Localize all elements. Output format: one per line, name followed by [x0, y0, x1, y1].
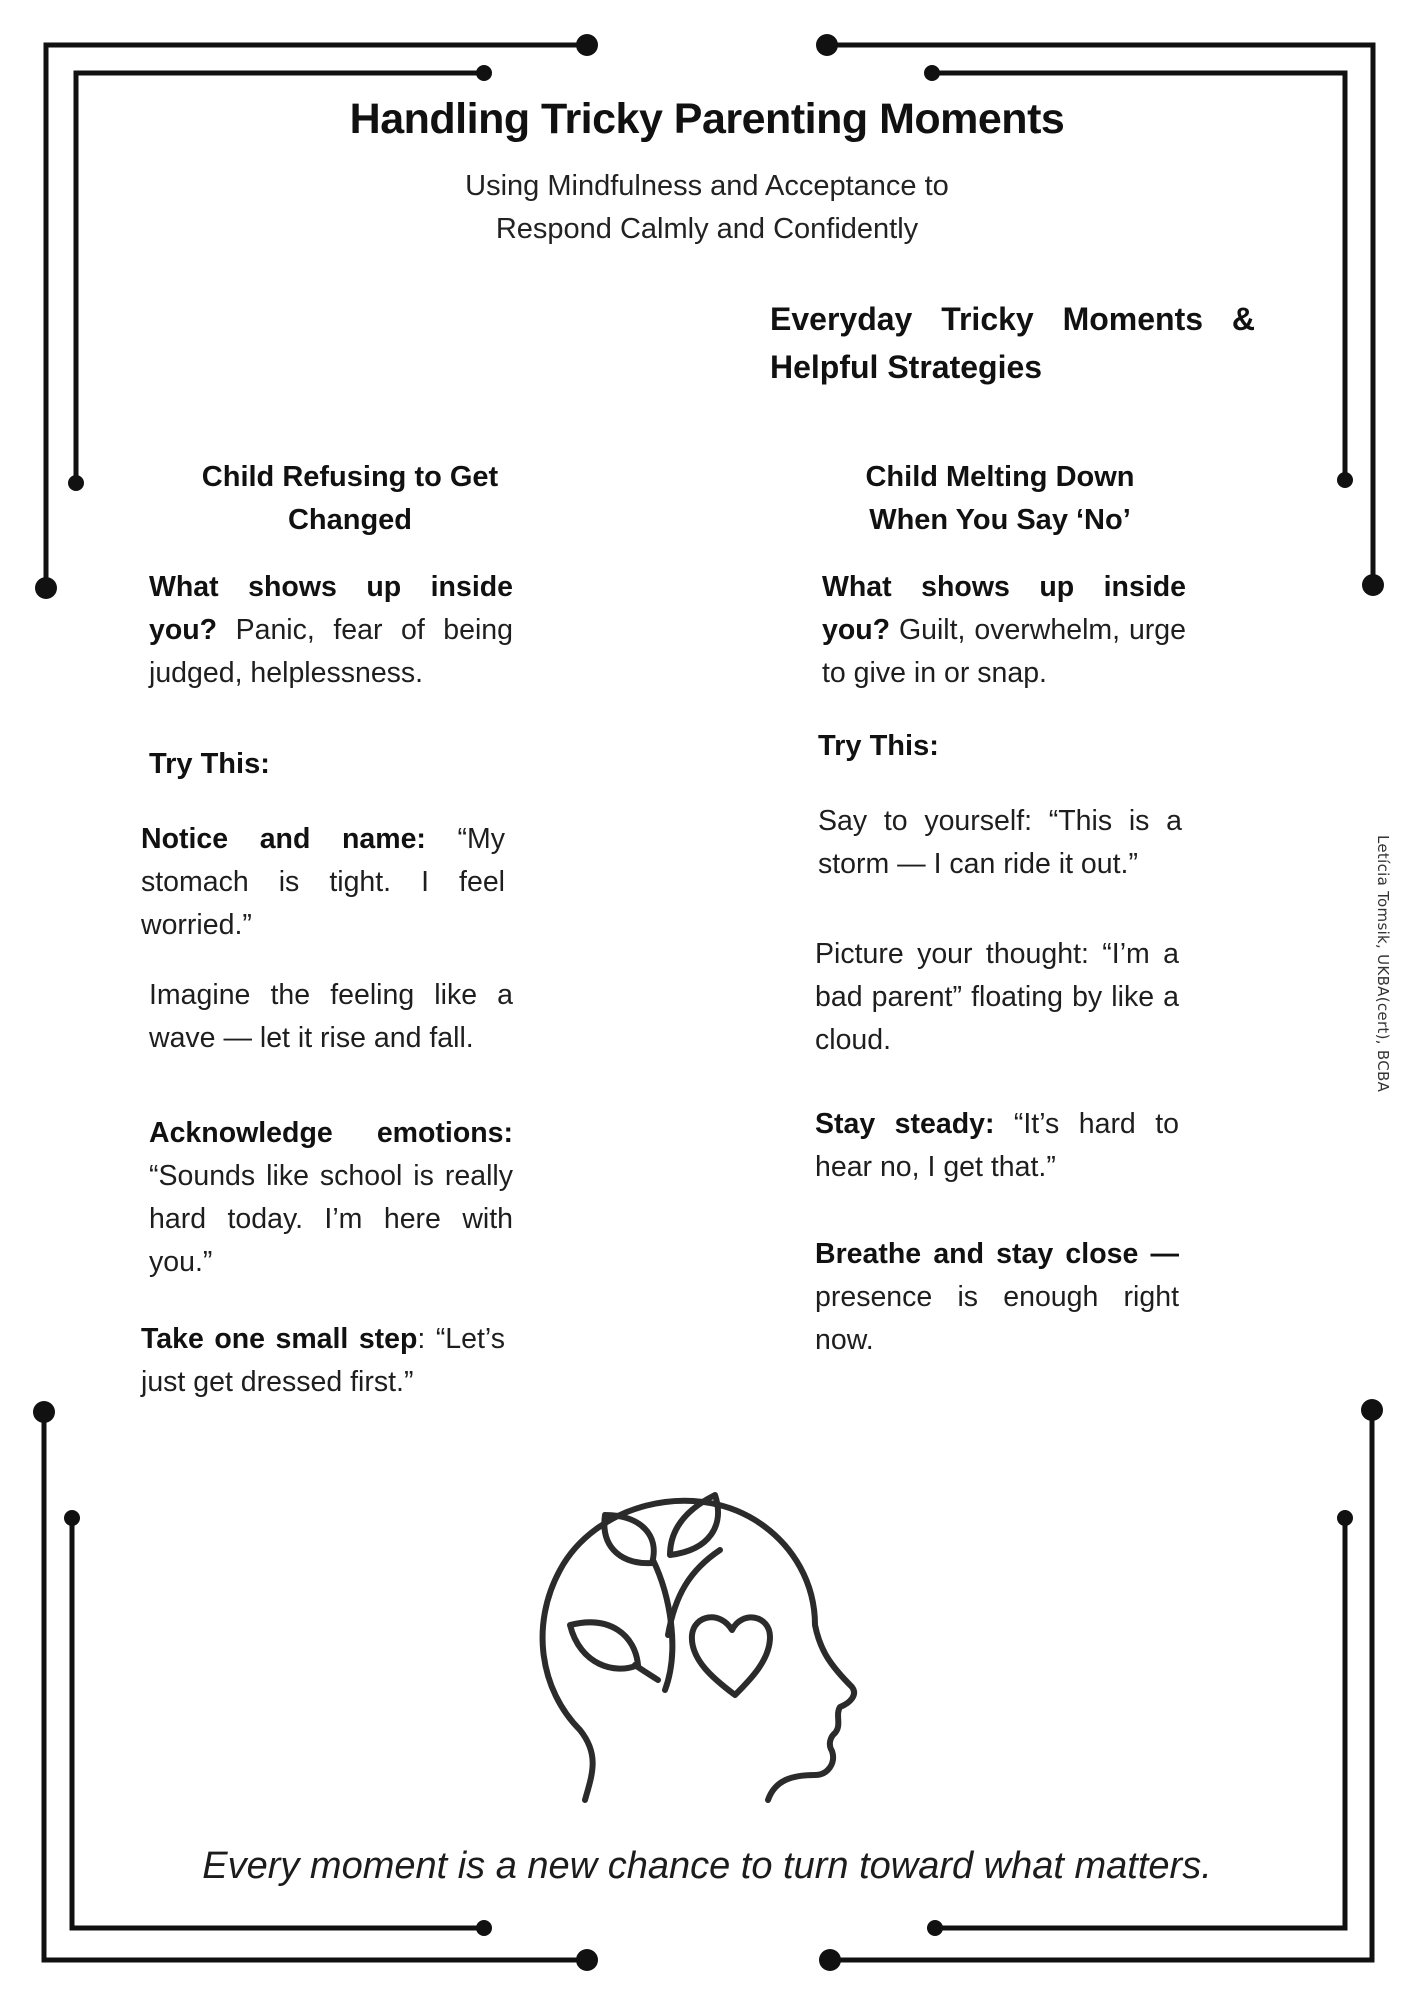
- right-say-paragraph: Say to yourself: “This is a storm — I can ride it out.”: [818, 805, 1182, 880]
- author-credit: [1368, 835, 1398, 1095]
- right-steady-text: “It’s hard to hear no, I get that.”: [815, 1108, 1179, 1183]
- left-acknowledge-text: “Sounds like school is really hard today. I’m here with you.”: [149, 1160, 513, 1278]
- left-acknowledge-label: Acknowledge emotions:: [149, 1117, 513, 1149]
- page-subtitle: [407, 165, 1007, 251]
- page-title: Handling Tricky Parenting Moments: [349, 95, 1065, 143]
- left-acknowledge-paragraph: [149, 1112, 513, 1284]
- right-breathe-text: presence is enough right now.: [815, 1281, 1179, 1356]
- right-inside-label: What shows up inside you?: [822, 571, 1186, 646]
- frame-node: [819, 1949, 841, 1971]
- frame-node: [476, 1920, 492, 1936]
- right-breathe-paragraph: [815, 1233, 1179, 1362]
- frame-node: [1337, 472, 1353, 488]
- frame-node: [927, 1920, 943, 1936]
- subtitle-line-1: Using Mindfulness and Acceptance to: [465, 170, 949, 202]
- frame-node: [476, 65, 492, 81]
- left-try-label: Try This:: [149, 748, 270, 780]
- left-step-paragraph: [141, 1318, 505, 1404]
- left-notice-paragraph: [141, 818, 505, 947]
- frame-node: [68, 475, 84, 491]
- frame-node: [33, 1401, 55, 1423]
- left-column-title: Child Refusing to Get Changed: [201, 461, 499, 536]
- footer-quote: Every moment is a new chance to turn toward what matters.: [202, 1845, 1212, 1887]
- mind-leaves-heart-icon: [530, 1475, 860, 1815]
- leaf-lower-left: [570, 1622, 638, 1668]
- frame-node: [816, 34, 838, 56]
- frame-node: [1362, 574, 1384, 596]
- author-credit-text: Letícia Tomsik, UKBA(cert), BCBA: [1374, 835, 1392, 1093]
- right-picture-paragraph: Picture your thought: “I’m a bad parent” floating by like a cloud.: [815, 938, 1179, 1056]
- heart: [692, 1617, 770, 1695]
- frame-node: [924, 65, 940, 81]
- left-inside-text: Panic, fear of being judged, helplessness.: [149, 614, 513, 689]
- plant-stem-branch: [668, 1550, 720, 1635]
- right-column-title: Child Melting Down When You Say ‘No’: [865, 461, 1135, 536]
- right-try-label: Try This:: [818, 730, 939, 762]
- right-breathe-label: Breathe and stay close —: [815, 1238, 1179, 1270]
- right-steady-paragraph: [815, 1103, 1179, 1189]
- left-notice-text: “My stomach is tight. I feel worried.”: [141, 823, 506, 941]
- frame-node: [35, 577, 57, 599]
- left-notice-label: Notice and name:: [141, 823, 426, 855]
- frame-node: [576, 1949, 598, 1971]
- left-step-label: Take one small step: [141, 1323, 418, 1355]
- section-heading: Everyday Tricky Moments & Helpful Strategies: [770, 301, 1255, 385]
- right-steady-label: Stay steady:: [815, 1108, 995, 1140]
- left-imagine-paragraph: Imagine the feeling like a wave — let it rise and fall.: [149, 979, 513, 1054]
- frame-node: [64, 1510, 80, 1526]
- left-step-text: : “Let’s just get dressed first.”: [141, 1323, 505, 1398]
- right-inside-paragraph: [822, 566, 1186, 695]
- left-inside-label: What shows up inside you?: [149, 571, 513, 646]
- right-inside-text: Guilt, overwhelm, urge to give in or snap.: [822, 614, 1186, 689]
- frame-node: [1337, 1510, 1353, 1526]
- left-inside-paragraph: [149, 566, 513, 695]
- frame-node: [576, 34, 598, 56]
- frame-node: [1361, 1399, 1383, 1421]
- subtitle-line-2: Respond Calmly and Confidently: [495, 213, 919, 245]
